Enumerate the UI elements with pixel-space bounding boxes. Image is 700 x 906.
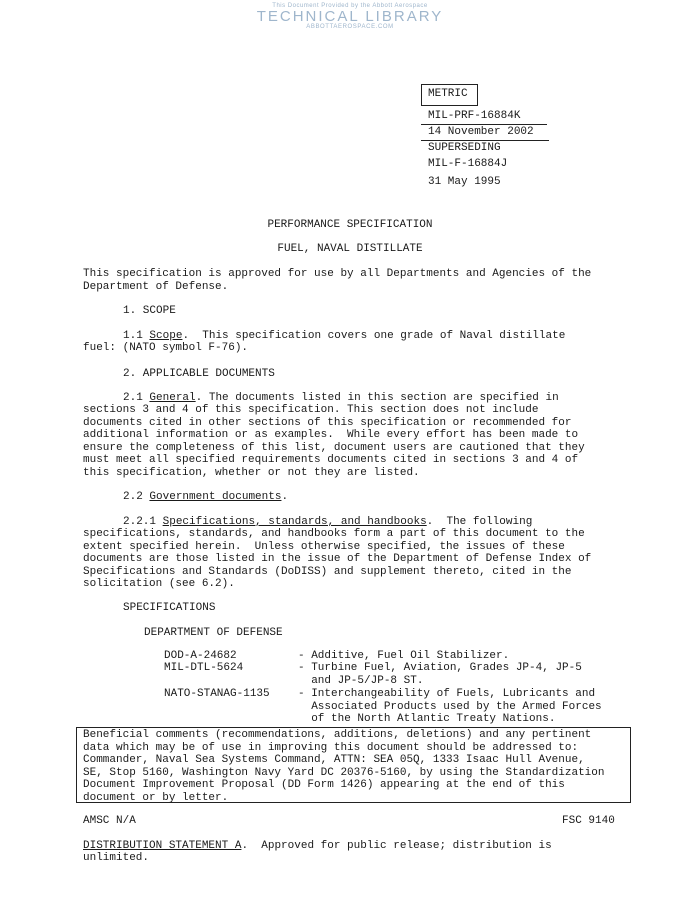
specifications-text-continued: specifications, standards, and handbooks form a part of this document to the extent specified herein. Unless otherwise specified, the issues of these documents are those listed in the issue of the Department of Defense Index of Specifications and Standards (DoDISS) and supplement thereto, cited in the solicitation (see 6.2). xyxy=(83,528,592,591)
scope-line-1 xyxy=(123,330,565,343)
reference-document-title: - Interchangeability of Fuels, Lubricants and Associated Products used by the Armed Forces of the North Atlantic Treaty Nations. xyxy=(298,688,602,726)
watermark-title: TECHNICAL LIBRARY xyxy=(256,8,444,25)
document-number: MIL-PRF-16884K xyxy=(428,110,521,122)
header-divider xyxy=(421,124,547,125)
metric-label: METRIC xyxy=(428,88,468,100)
dod-label: DEPARTMENT OF DEFENSE xyxy=(144,627,283,639)
scope-text-continued: fuel: (NATO symbol F-76). xyxy=(83,342,249,354)
distribution-statement-text-continued: unlimited. xyxy=(83,852,150,864)
specifications-list-label: SPECIFICATIONS xyxy=(123,602,216,614)
scope-text: . This specification covers one grade of Naval distillate xyxy=(182,330,566,342)
fsc-code: FSC 9140 xyxy=(562,815,615,827)
government-documents-label: Government documents xyxy=(149,491,282,503)
specifications-label: Specifications, standards, and handbooks xyxy=(162,516,427,528)
superseding-label: SUPERSEDING xyxy=(428,142,501,154)
specifications-line-1 xyxy=(123,516,532,529)
distribution-statement-line-1 xyxy=(83,840,552,853)
specifications-text: . The following xyxy=(426,516,533,528)
specifications-number: 2.2.1 xyxy=(123,516,157,528)
distribution-statement-text: . Approved for public release; distribution is xyxy=(241,840,552,852)
approval-statement: This specification is approved for use by all Departments and Agencies of the Department of Defense. xyxy=(83,268,592,293)
header-divider xyxy=(421,140,549,141)
reference-document-id: MIL-DTL-5624 xyxy=(164,662,244,674)
general-label: General xyxy=(149,392,196,404)
superseded-number: MIL-F-16884J xyxy=(428,158,508,170)
amsc-code: AMSC N/A xyxy=(83,815,136,827)
government-documents-period: . xyxy=(281,491,289,503)
general-number: 2.1 xyxy=(123,392,143,404)
document-date: 14 November 2002 xyxy=(428,126,534,138)
reference-document-title: - Turbine Fuel, Aviation, Grades JP-4, JP-5 and JP-5/JP-8 ST. xyxy=(298,662,582,687)
distribution-statement-label: DISTRIBUTION STATEMENT A xyxy=(83,840,242,852)
section-2-heading: 2. APPLICABLE DOCUMENTS xyxy=(123,368,275,380)
watermark-provider-text: This Document Provided by the Abbott Aerospace xyxy=(272,3,428,9)
watermark-url: ABBOTTAEROSPACE.COM xyxy=(306,24,394,30)
spec-type-title: PERFORMANCE SPECIFICATION xyxy=(267,219,433,231)
spec-title: FUEL, NAVAL DISTILLATE xyxy=(277,243,423,255)
general-text: . The documents listed in this section are specified in xyxy=(195,392,559,404)
reference-document-title: - Additive, Fuel Oil Stabilizer. xyxy=(298,650,510,662)
general-line-1 xyxy=(123,392,559,405)
government-documents-number: 2.2 xyxy=(123,491,143,503)
section-1-heading: 1. SCOPE xyxy=(123,305,176,317)
scope-label: Scope xyxy=(149,330,183,342)
scope-number: 1.1 xyxy=(123,330,143,342)
reference-document-id: NATO-STANAG-1135 xyxy=(164,688,270,700)
general-text-continued: sections 3 and 4 of this specification. This section does not include documents cited in other sections of this specification or recommended for additional information or as examples. While every effort has been made to ensure the completeness of this list, document users are cautioned that they must meet all specified requirements documents cited in sections 3 and 4 of this specification, whether or not they are listed. xyxy=(83,404,585,479)
government-documents-heading xyxy=(123,491,288,504)
superseded-date: 31 May 1995 xyxy=(428,176,501,188)
beneficial-comments-text: Beneficial comments (recommendations, additions, deletions) and any pertinent data which may be of use in improving this document should be addressed to: Commander, Naval Sea Systems Command, ATTN: SEA 05Q, 1333 Isaac Hull Avenue, SE, Stop 5160, Washington Navy Yard DC 20376-5160, by using the Standardization Document Improvement Proposal (DD Form 1426) appearing at the end of this document or by letter. xyxy=(83,729,605,804)
reference-document-id: DOD-A-24682 xyxy=(164,650,237,662)
